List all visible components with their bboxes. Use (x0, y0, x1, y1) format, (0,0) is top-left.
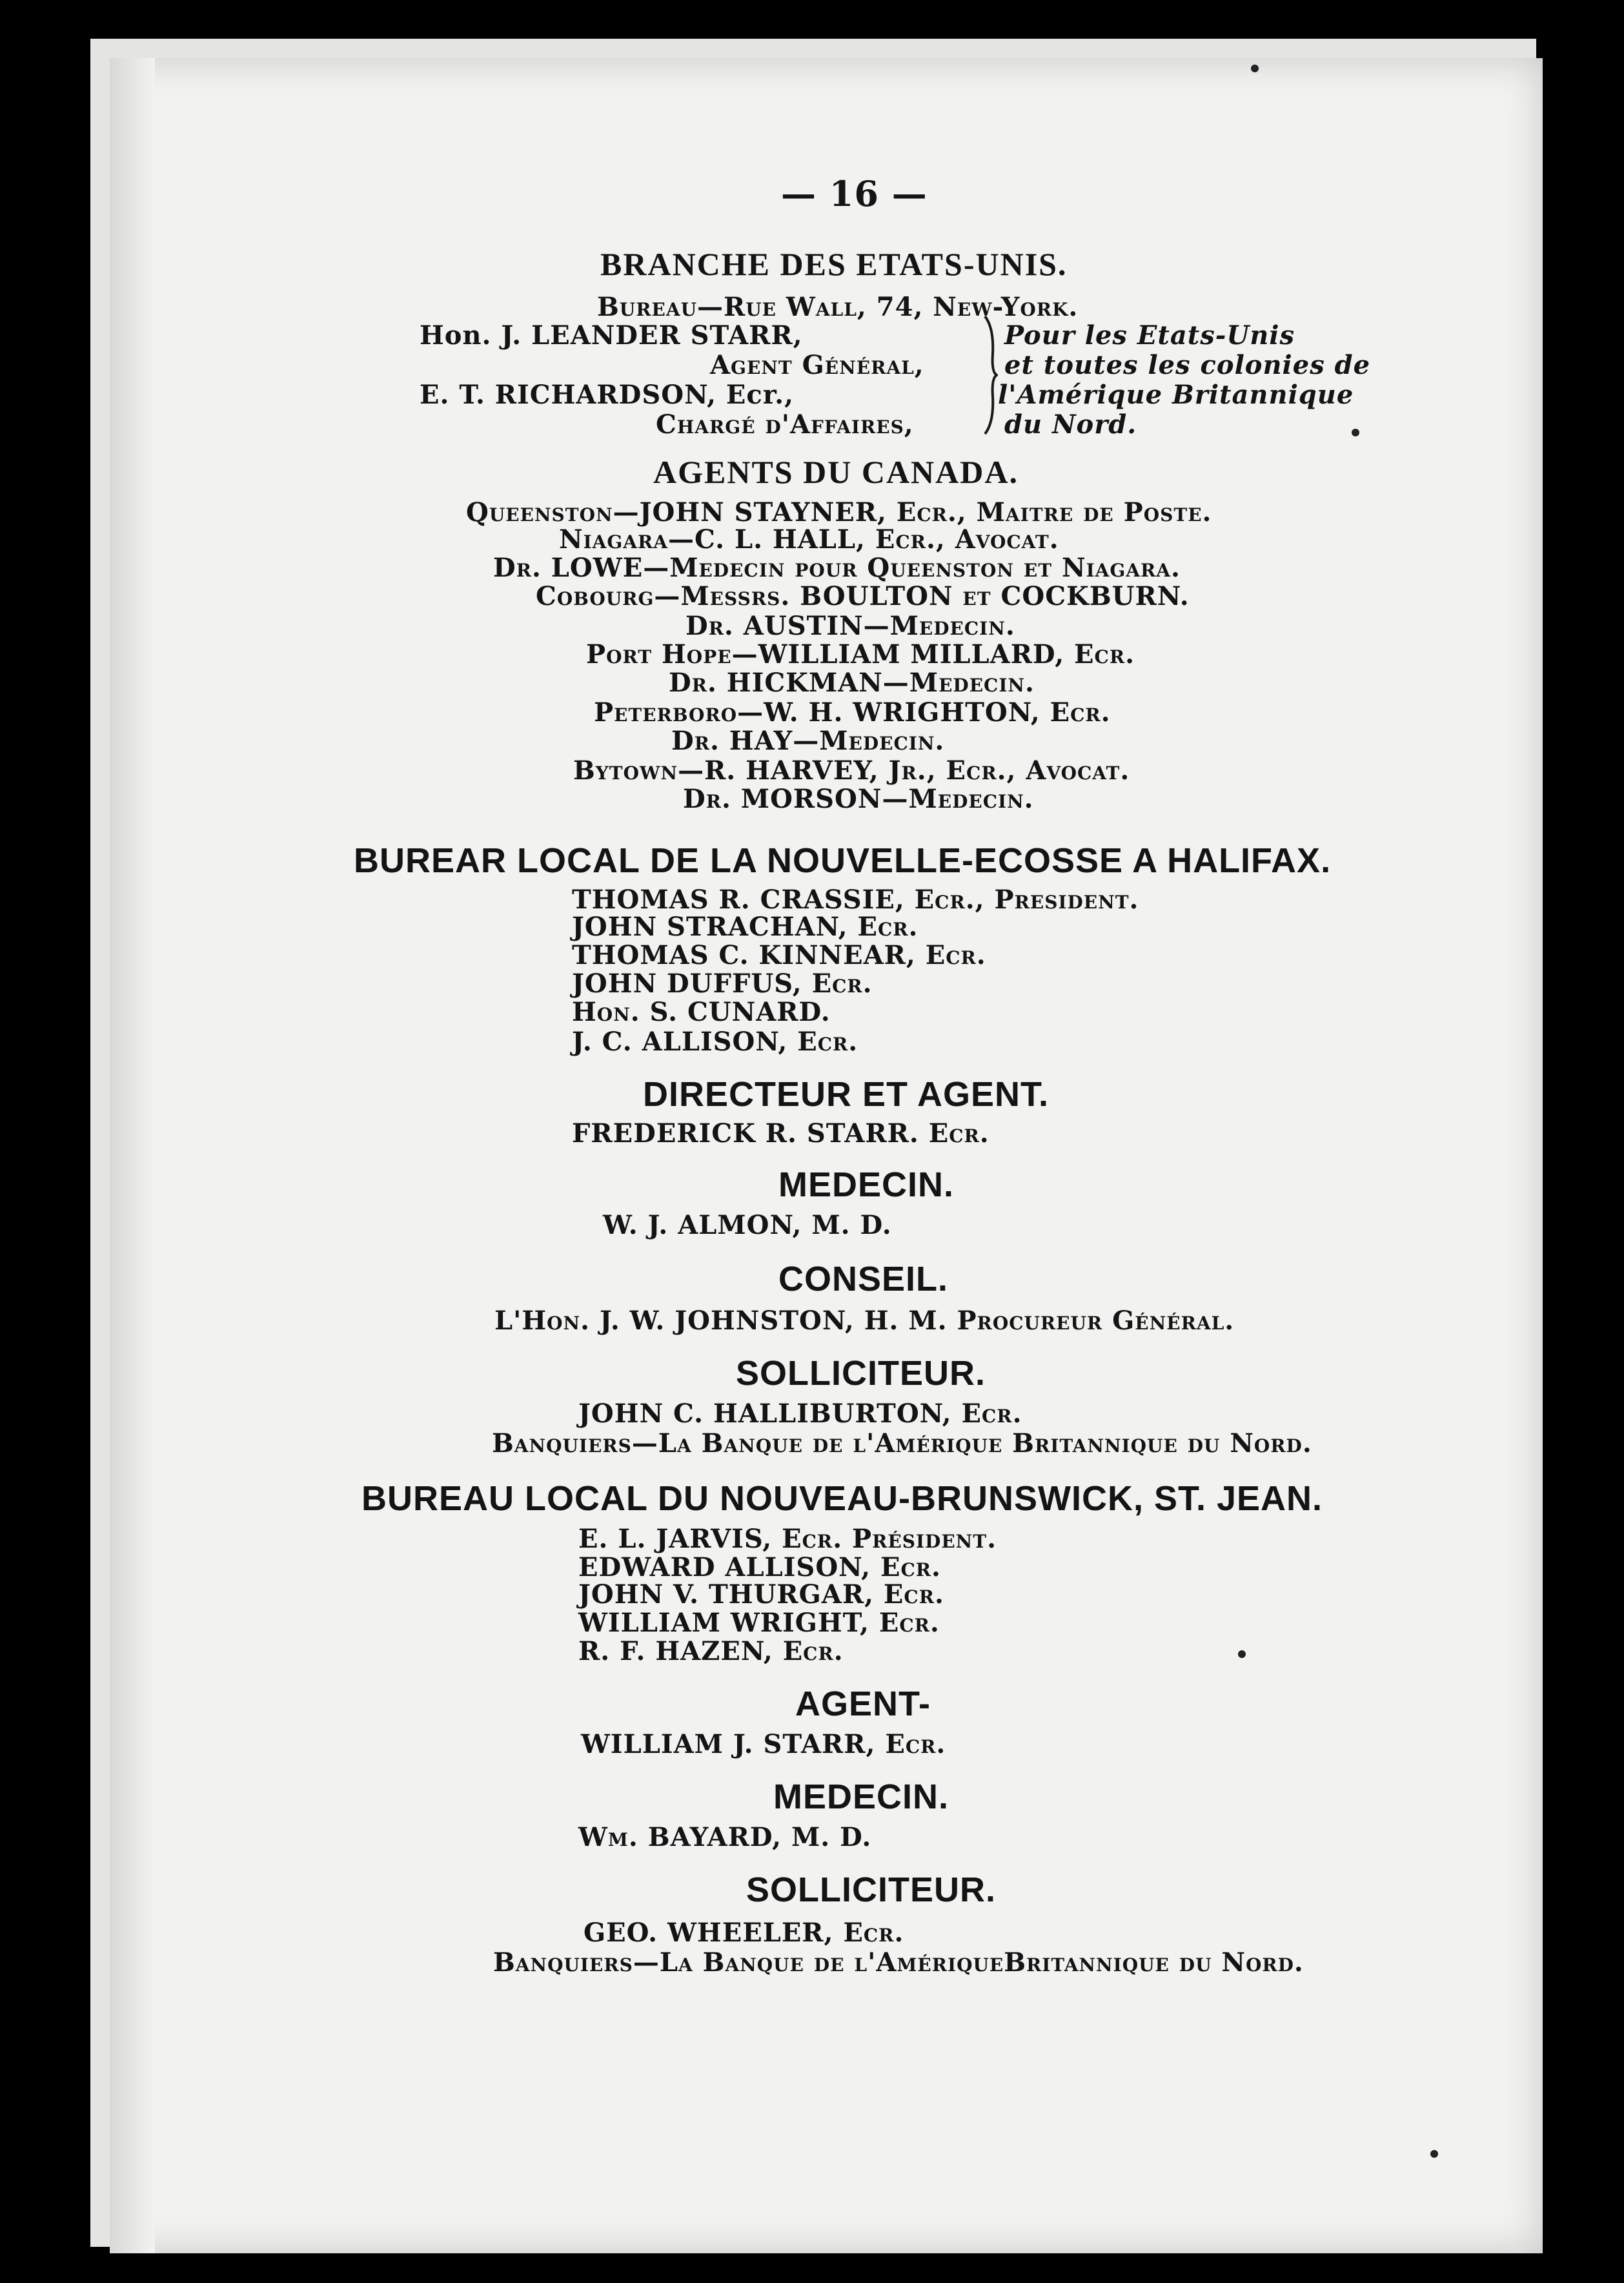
page-fold-shadow (110, 58, 155, 2253)
halifax-board-member: JOHN DUFFUS, Ecr. (572, 968, 873, 999)
halifax-board-member: Hon. S. CUNARD. (572, 997, 831, 1027)
canada-agent-line: Dr. HICKMAN—Medecin. (669, 668, 1035, 698)
st-jean-medecin-heading: MEDECIN. (773, 1777, 949, 1816)
halifax-solliciteur: JOHN C. HALLIBURTON, Ecr. (578, 1398, 1022, 1429)
jurisdiction-line-2: et toutes les colonies de (1004, 350, 1371, 380)
us-office: Bureau—Rue Wall, 74, New-York. (597, 292, 1079, 322)
halifax-board-member: THOMAS R. CRASSIE, Ecr., President. (572, 885, 1139, 915)
halifax-conseil-heading: CONSEIL. (778, 1260, 949, 1298)
starr-name: Hon. J. LEANDER STARR, (420, 320, 803, 351)
ink-speck (1352, 429, 1359, 436)
halifax-board-member: JOHN STRACHAN, Ecr. (572, 912, 919, 942)
st-jean-board-member: WILLIAM WRIGHT, Ecr. (578, 1608, 940, 1638)
canada-agent-line: Peterboro—W. H. WRIGHTON, Ecr. (594, 697, 1111, 728)
st-jean-board-member: E. L. JARVIS, Ecr. Président. (578, 1524, 997, 1554)
jurisdiction-line-4: du Nord. (1004, 409, 1137, 440)
canada-agent-line: Dr. MORSON—Medecin. (683, 784, 1034, 814)
canada-agent-line: Queenston—JOHN STAYNER, Ecr., Maitre de Poste. (466, 497, 1212, 527)
st-jean-solliciteur: GEO. WHEELER, Ecr. (584, 1918, 904, 1948)
st-jean-banquiers: Banquiers—La Banque de l'AmériqueBritannique du Nord. (493, 1947, 1304, 1978)
st-jean-board-member: JOHN V. THURGAR, Ecr. (578, 1579, 944, 1610)
us-branch-heading: BRANCHE DES ETATS-UNIS. (600, 246, 1068, 282)
st-jean-heading: BUREAU LOCAL DU NOUVEAU-BRUNSWICK, ST. JEAN. (361, 1479, 1323, 1518)
canada-agents-heading: AGENTS DU CANADA. (653, 454, 1019, 490)
halifax-board-member: J. C. ALLISON, Ecr. (572, 1027, 858, 1057)
canada-agent-line: Port Hope—WILLIAM MILLARD, Ecr. (586, 639, 1135, 670)
halifax-banquiers: Banquiers—La Banque de l'Amérique Britannique du Nord. (492, 1428, 1312, 1459)
halifax-medecin-heading: MEDECIN. (778, 1165, 955, 1204)
st-jean-board-member: EDWARD ALLISON, Ecr. (578, 1552, 941, 1582)
halifax-solliciteur-heading: SOLLICITEUR. (736, 1354, 986, 1393)
st-jean-solliciteur-heading: SOLLICITEUR. (746, 1870, 996, 1909)
ink-speck (1238, 1650, 1246, 1658)
st-jean-board-member: R. F. HAZEN, Ecr. (578, 1636, 844, 1666)
starr-role: Agent Général, (710, 350, 924, 380)
halifax-board-member: THOMAS C. KINNEAR, Ecr. (572, 940, 986, 970)
richardson-role: Chargé d'Affaires, (656, 409, 914, 440)
page-number: — 16 — (781, 173, 928, 214)
st-jean-agent-heading: AGENT- (795, 1684, 931, 1723)
ink-speck (1251, 65, 1259, 72)
canada-agent-line: Dr. AUSTIN—Medecin. (685, 611, 1015, 641)
jurisdiction-line-1: Pour les Etats-Unis (1004, 320, 1295, 351)
halifax-heading: BUREAR LOCAL DE LA NOUVELLE-ECOSSE A HALIFAX. (354, 841, 1332, 880)
halifax-conseil: L'Hon. J. W. JOHNSTON, H. M. Procureur Général. (494, 1305, 1235, 1336)
ink-speck (1430, 2150, 1438, 2158)
halifax-director-heading: DIRECTEUR ET AGENT. (643, 1075, 1050, 1114)
halifax-director: FREDERICK R. STARR. Ecr. (572, 1118, 990, 1149)
halifax-medecin: W. J. ALMON, M. D. (603, 1210, 892, 1240)
richardson-name: E. T. RICHARDSON, Ecr., (420, 380, 795, 410)
canada-agent-line: Niagara—C. L. HALL, Ecr., Avocat. (559, 524, 1059, 555)
canada-agent-line: Dr. LOWE—Medecin pour Queenston et Niagara. (493, 553, 1181, 583)
jurisdiction-line-3: l'Amérique Britannique (998, 380, 1354, 410)
st-jean-medecin: Wm. BAYARD, M. D. (578, 1822, 872, 1852)
st-jean-agent: WILLIAM J. STARR, Ecr. (581, 1729, 946, 1759)
curly-brace-icon (982, 315, 998, 435)
canada-agent-line: Dr. HAY—Medecin. (671, 726, 945, 756)
canada-agent-line: Cobourg—Messrs. BOULTON et COCKBURN. (536, 581, 1190, 611)
canada-agent-line: Bytown—R. HARVEY, Jr., Ecr., Avocat. (573, 755, 1130, 786)
